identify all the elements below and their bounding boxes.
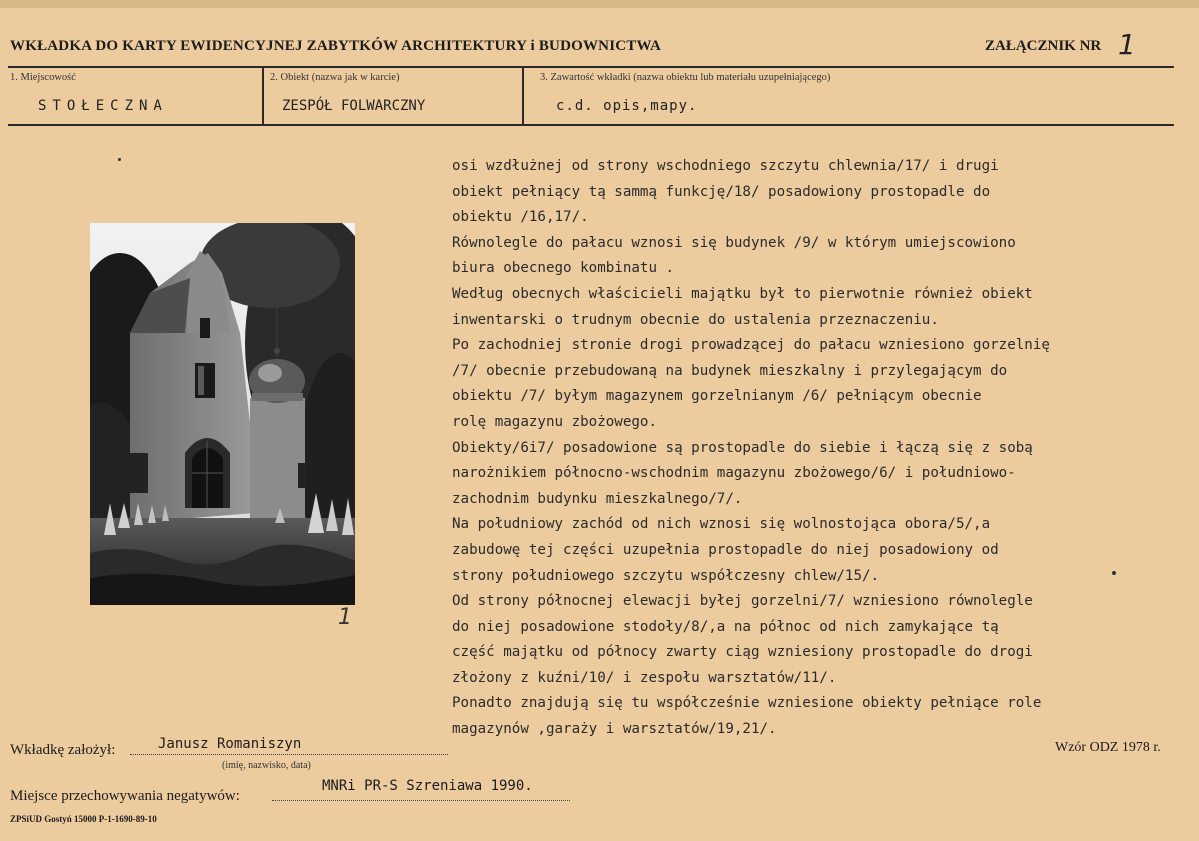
description-line: osi wzdłużnej od strony wschodniego szczytu chlewnia/17/ i drugi: [452, 158, 999, 174]
negatives-label: Miejsce przechowywania negatywów:: [10, 788, 240, 804]
description-line: Obiekty/6i7/ posadowione są prostopadle do siebie i łączą się z sobą: [452, 439, 1033, 456]
field-divider: [522, 68, 524, 124]
founder-value: Janusz Romaniszyn: [158, 736, 302, 752]
founder-label: Wkładkę założył:: [10, 742, 116, 758]
description-line: zachodnim budynku mieszkalnego/7/.: [452, 490, 743, 507]
field-content-label: 3. Zawartość wkładki (nazwa obiektu lub materiału uzupełniającego): [540, 72, 831, 83]
description-line: złożony z kuźni/10/ i zespołu warsztatów/11/.: [452, 669, 837, 686]
description-text: [452, 154, 1172, 743]
annex-label: ZAŁĄCZNIK NR: [985, 38, 1102, 54]
description-line: rolę magazynu zbożowego.: [452, 413, 657, 430]
description-line: /7/ obecnie przebudowaną na budynek mieszkalny i przylegającym do: [452, 362, 1008, 379]
negatives-value: MNRi PR-S Szreniawa 1990.: [322, 778, 533, 794]
photo-number: 1: [338, 605, 352, 630]
annex-number: 1: [1118, 28, 1136, 61]
header-rule-bottom: [8, 124, 1174, 126]
founder-dotted-line: [130, 754, 448, 755]
description-line: zabudowę tej części uzupełnia prostopadle do niej posadowiony od: [452, 541, 999, 558]
field-locality-label: 1. Miejscowość: [10, 72, 76, 83]
description-line: Ponadto znajdują się tu współcześnie wzniesione obiekty pełniące role: [452, 695, 1042, 712]
form-model: Wzór ODZ 1978 r.: [1055, 740, 1161, 755]
description-line: część majątku od północy zwarty ciąg wzniesiony prostopadle do drogi: [452, 644, 1033, 661]
description-line: strony południowego szczytu współczesny chlew/15/.: [452, 567, 880, 584]
field-content-value: c.d. opis,mapy.: [556, 98, 698, 114]
field-object-value: ZESPÓŁ FOLWARCZNY: [282, 98, 426, 114]
description-line: Równolegle do pałacu wznosi się budynek /9/ w którym umiejscowiono: [452, 234, 1016, 251]
description-line: Po zachodniej stronie drogi prowadzącej do pałacu wzniesiono gorzelnię: [452, 337, 1050, 354]
description-line: biura obecnego kombinatu .: [452, 260, 675, 277]
description-line: obiektu /16,17/.: [452, 209, 589, 226]
description-line: narożnikiem północno-wschodnim magazynu zbożowego/6/ i południowo-: [452, 465, 1016, 482]
negatives-dotted-line: [272, 800, 570, 801]
field-divider: [262, 68, 264, 124]
header-rule-top: [8, 66, 1174, 68]
building-photo: [90, 223, 355, 605]
description-line: inwentarski o trudnym obecnie do ustalenia przeznaczeniu.: [452, 311, 939, 328]
ink-dot: [118, 158, 121, 161]
ink-dot: [1112, 571, 1116, 575]
founder-note: (imię, nazwisko, data): [222, 760, 311, 771]
description-line: magazynów ,garaży i warsztatów/19,21/.: [452, 721, 777, 738]
description-line: Od strony północnej elewacji byłej gorzelni/7/ wzniesiono równolegle: [452, 593, 1033, 610]
field-object-label: 2. Obiekt (nazwa jak w karcie): [270, 72, 400, 83]
card-title: WKŁADKA DO KARTY EWIDENCYJNEJ ZABYTKÓW ARCHITEKTURY i BUDOWNICTWA: [10, 38, 662, 54]
card-top-edge: [0, 0, 1199, 8]
field-locality-value: STOŁECZNA: [38, 98, 168, 114]
description-line: obiekt pełniący tą sammą funkcję/18/ posadowiony prostopadle do: [452, 183, 991, 200]
description-line: Według obecnych właścicieli majątku był to pierwotnie również obiekt: [452, 285, 1033, 302]
description-line: do niej posadowione stodoły/8/,a na północ od nich zamykające tą: [452, 618, 999, 635]
description-line: obiektu /7/ byłym magazynem gorzelnianym /6/ pełniącym obecnie: [452, 388, 982, 405]
printer-imprint: ZPSiUD Gostyń 15000 P-1-1690-89-10: [10, 814, 157, 824]
description-line: Na południowy zachód od nich wznosi się wolnostojąca obora/5/,a: [452, 516, 991, 533]
